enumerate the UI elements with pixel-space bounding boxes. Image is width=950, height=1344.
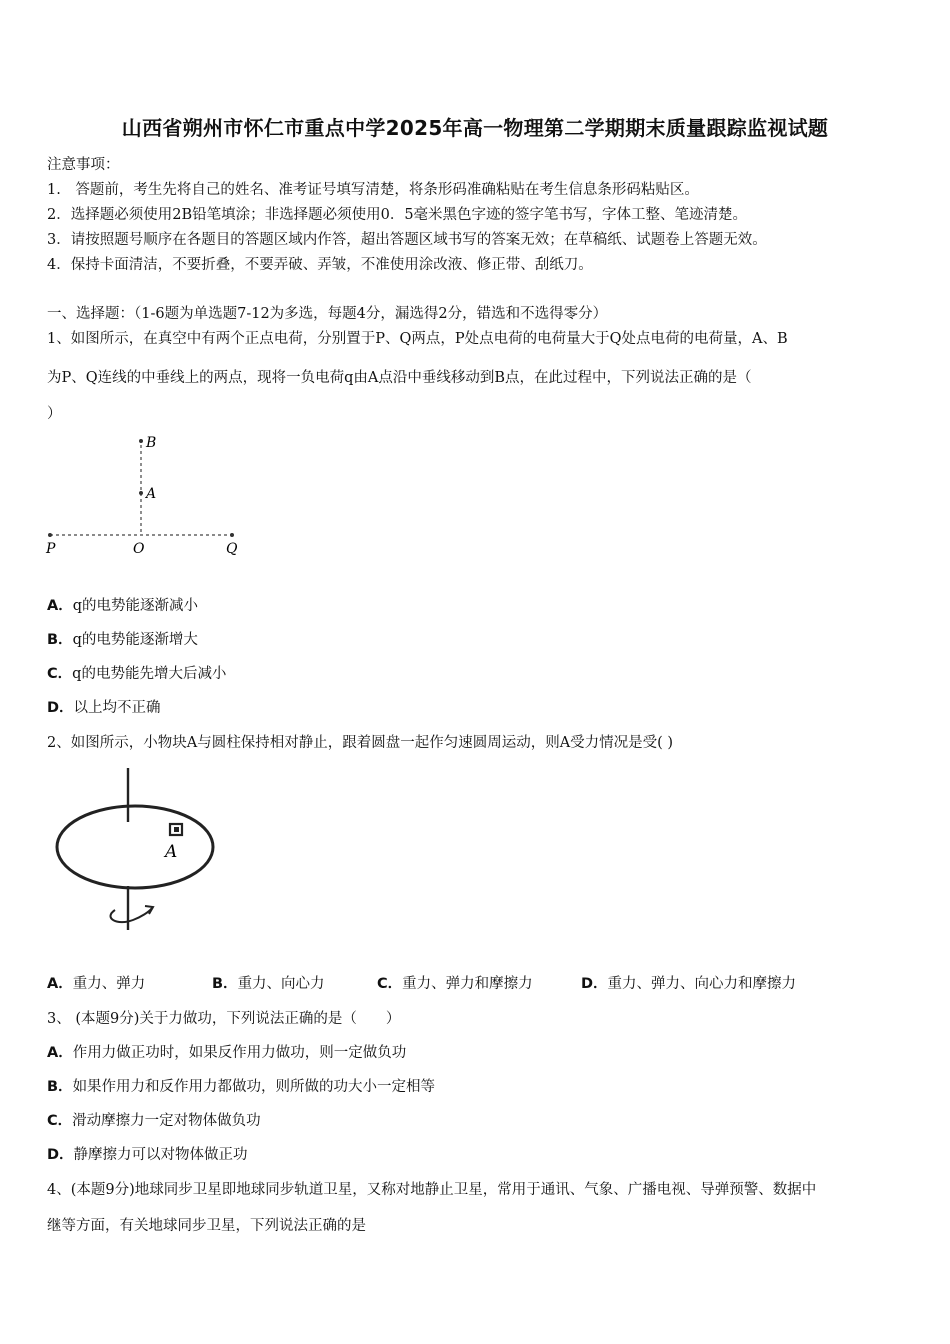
q4-stem-line: 4、(本题9分)地球同步卫星即地球同步轨道卫星，又称对地静止卫星，常用于通讯、气象、广播电视、导弹预警、数据中 [47, 1182, 817, 1198]
label-b: B [146, 435, 157, 451]
q2-option: B．重力、向心力 [212, 976, 325, 992]
notice-item: 2．选择题必须使用2B铅笔填涂；非选择题必须使用0．5毫米黑色字迹的签字笔书写，字体工整、笔迹清楚。 [47, 207, 748, 223]
q3-option: C．滑动摩擦力一定对物体做负功 [47, 1113, 261, 1129]
label-q: Q [226, 541, 238, 557]
label-p: P [46, 541, 56, 557]
q2-stem-line: 2、如图所示，小物块A与圆柱保持相对静止，跟着圆盘一起作匀速圆周运动，则A受力情况是受( ) [47, 735, 674, 751]
q1-option: D．以上均不正确 [47, 700, 161, 716]
q1-option: A．q的电势能逐渐减小 [47, 598, 199, 614]
q2-options [47, 972, 796, 993]
q1-stem-line: ） [47, 406, 62, 422]
label-a: A [146, 486, 157, 502]
point-a-dot [139, 491, 143, 495]
label-block-a: A [165, 842, 178, 862]
notice-item: 3．请按照题号顺序在各题目的答题区域内作答，超出答题区域书写的答案无效；在草稿纸、试题卷上答题无效。 [47, 232, 767, 248]
point-p-dot [48, 533, 52, 537]
notice-heading: 注意事项： [47, 157, 120, 173]
q4-stem-line: 继等方面，有关地球同步卫星，下列说法正确的是 [47, 1218, 366, 1234]
q2-option: A．重力、弹力 [47, 976, 146, 992]
section-heading: 一、选择题：（1-6题为单选题7-12为多选，每题4分，漏选得2分，错选和不选得零分） [47, 306, 608, 322]
q3-option: B．如果作用力和反作用力都做功，则所做的功大小一定相等 [47, 1079, 436, 1095]
q3-option: D．静摩擦力可以对物体做正功 [47, 1147, 248, 1163]
q1-option: C．q的电势能先增大后减小 [47, 666, 227, 682]
point-b-dot [139, 439, 143, 443]
exam-title: 山西省朔州市怀仁市重点中学2025年高一物理第二学期期末质量跟踪监视试题 [121, 116, 829, 140]
notice-item: 4．保持卡面清洁，不要折叠，不要弄破、弄皱，不准使用涂改液、修正带、刮纸刀。 [47, 257, 593, 273]
q2-figure-rotating-disk [45, 762, 225, 946]
q2-option: C．重力、弹力和摩擦力 [377, 976, 533, 992]
q3-stem-line: 3、 (本题9分)关于力做功，下列说法正确的是（ ） [47, 1011, 401, 1027]
q1-figure-charges [40, 425, 260, 564]
point-q-dot [230, 533, 234, 537]
q1-stem-line: 1、如图所示，在真空中有两个正点电荷，分别置于P、Q两点，P处点电荷的电荷量大于Q处点电荷的电荷量，A、B [47, 331, 788, 347]
q2-option: D．重力、弹力、向心力和摩擦力 [581, 976, 797, 992]
q1-stem-line: 为P、Q连线的中垂线上的两点，现将一负电荷q由A点沿中垂线移动到B点，在此过程中，下列说法正确的是（ [47, 370, 752, 386]
label-o: O [133, 541, 145, 557]
q1-option: B．q的电势能逐渐增大 [47, 632, 198, 648]
rotation-arrow-icon [110, 908, 152, 922]
notice-item: 1. 答题前，考生先将自己的姓名、准考证号填写清楚，将条形码准确粘贴在考生信息条形码粘贴区。 [47, 182, 699, 198]
q3-option: A．作用力做正功时，如果反作用力做功，则一定做负功 [47, 1045, 407, 1061]
